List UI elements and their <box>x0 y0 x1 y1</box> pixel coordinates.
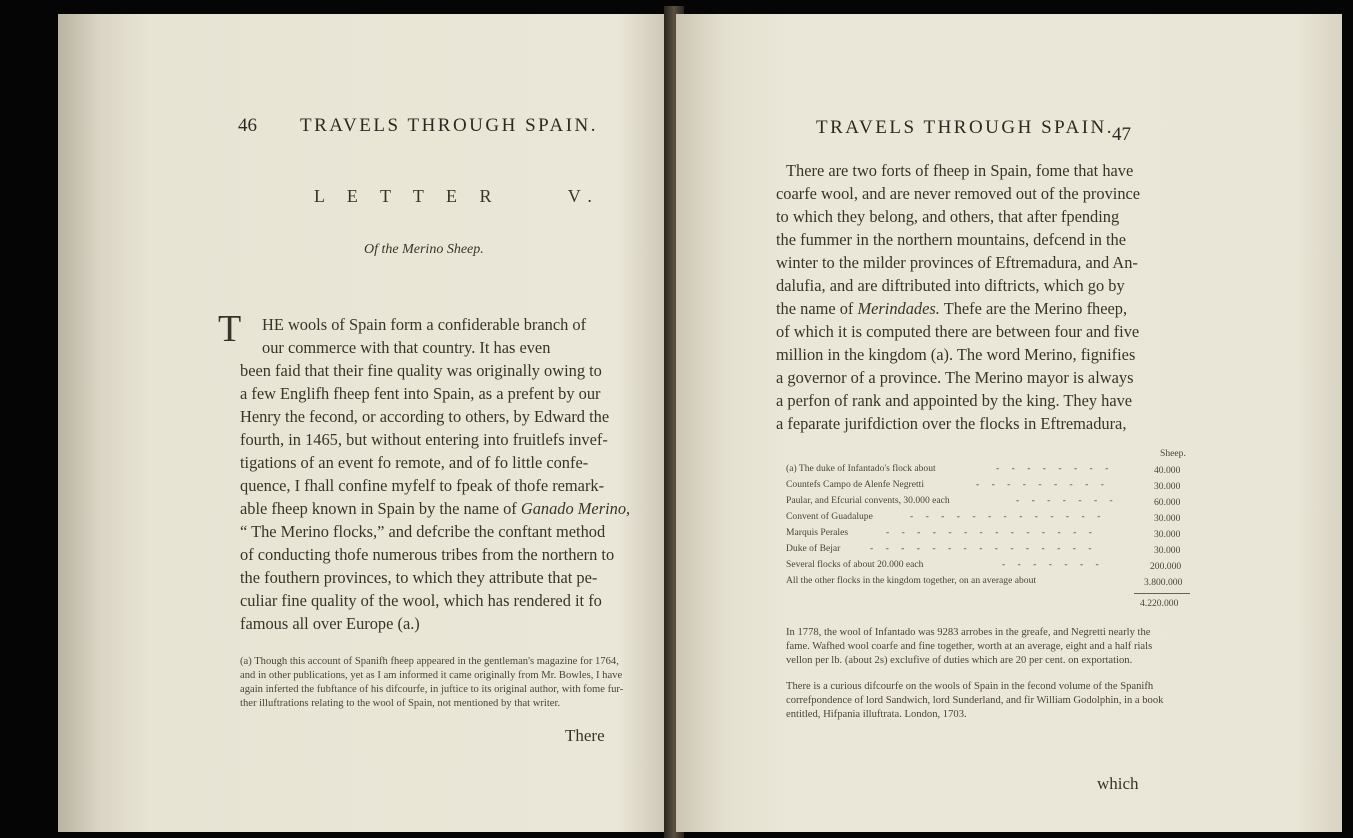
page-number: 47 <box>1112 124 1131 145</box>
note-line: entitled, Hifpania illuftrata. London, 1703. <box>786 709 967 720</box>
body-line: a governor of a province. The Merino mayor is always <box>776 368 1134 387</box>
table-row-label: (a) The duke of Infantado's flock about <box>786 463 936 474</box>
table-row-value: 3.800.000 <box>1144 577 1183 588</box>
page-number: 46 <box>238 115 257 136</box>
body-line: of which it is computed there are between four and five <box>776 322 1140 341</box>
body-line: There are two forts of fheep in Spain, fome that have <box>786 161 1134 180</box>
letter-heading: L E T T E R V. <box>314 186 601 206</box>
catchword: There <box>565 726 605 745</box>
body-line: the fouthern provinces, to which they attribute that pe- <box>240 568 598 587</box>
body-line: famous all over Europe (a.) <box>240 614 420 633</box>
body-line: been faid that their fine quality was originally owing to <box>240 361 602 380</box>
table-row-label: Several flocks of about 20.000 each <box>786 559 924 570</box>
table-row-value: 30.000 <box>1154 481 1181 492</box>
body-line: our commerce with that country. It has even <box>262 338 551 357</box>
table-row-label: Countefs Campo de Alenfe Negretti <box>786 479 925 490</box>
body-line: HE wools of Spain form a confiderable branch of <box>262 315 587 334</box>
body-line: a feparate jurifdiction over the flocks in Eftremadura, <box>776 414 1127 433</box>
body-line: a perfon of rank and appointed by the king. They have <box>776 391 1133 410</box>
body-line: of conducting thofe numerous tribes from the northern to <box>240 545 615 564</box>
table-row-label: Convent of Guadalupe <box>786 511 873 522</box>
footnote-line: and in other publications, yet as I am informed it came originally from Mr. Bowles, I have <box>240 670 623 681</box>
body-line: the name of Merindades. Thefe are the Merino fheep, <box>776 299 1128 318</box>
note-line: fame. Wafhed wool coarfe and fine together, worth at an average, eight and a half rials <box>786 641 1153 652</box>
leader-dots: - - - - - - - <box>1016 495 1118 506</box>
note-line: vellon per lb. (about 2s) exclufive of duties which are 20 per cent. on exportation. <box>786 655 1133 666</box>
chapter-subtitle: Of the Merino Sheep. <box>364 242 484 257</box>
table-row-value: 40.000 <box>1154 465 1181 476</box>
note-line: There is a curious difcourfe on the wools of Spain in the fecond volume of the Spanifh <box>786 681 1154 692</box>
body-line: million in the kingdom (a). The word Merino, fignifies <box>776 345 1136 364</box>
table-row-label: All the other flocks in the kingdom together, on an average about <box>786 575 1037 586</box>
body-line: dalufia, and are diftributed into diftricts, which go by <box>776 276 1125 295</box>
table-row-value: 30.000 <box>1154 513 1181 524</box>
table-header: Sheep. <box>1160 448 1186 459</box>
leader-dots: - - - - - - - - - <box>976 479 1109 490</box>
table-total: 4.220.000 <box>1140 598 1179 609</box>
footnote-line: ther illuftrations relating to the wool of Spain, not mentioned by that writer. <box>240 698 561 709</box>
table-row-value: 30.000 <box>1154 545 1181 556</box>
body-line: quence, I fhall confine myfelf to fpeak of thofe remark- <box>240 476 605 495</box>
leader-dots: - - - - - - - - - - - - - - <box>886 527 1097 538</box>
body-line: a few Englifh fheep fent into Spain, as a prefent by our <box>240 384 601 403</box>
running-head: TRAVELS THROUGH SPAIN. <box>816 117 1115 138</box>
leader-dots: - - - - - - - <box>1002 559 1104 570</box>
footnote-line: again inferted the fubftance of his difcourfe, in juftice to its original author, with fome fur- <box>240 684 624 695</box>
note-line: In 1778, the wool of Infantado was 9283 arrobes in the greafe, and Negretti nearly the <box>786 627 1151 638</box>
body-line: Henry the fecond, or according to others, by Edward the <box>240 407 610 426</box>
body-line: fourth, in 1465, but without entering into fruitlefs invef- <box>240 430 608 449</box>
note-line: correfpondence of lord Sandwich, lord Sunderland, and fir William Godolphin, in a book <box>786 695 1164 706</box>
table-row-value: 30.000 <box>1154 529 1181 540</box>
italic-phrase: Ganado Merino, <box>520 499 631 518</box>
table-rule <box>1134 593 1190 594</box>
running-head: TRAVELS THROUGH SPAIN. <box>300 115 599 136</box>
table-row-label: Paular, and Efcurial convents, 30.000 each <box>786 495 950 506</box>
left-page <box>58 14 672 832</box>
body-line: to which they belong, and others, that after fpending <box>776 207 1120 226</box>
drop-cap: T <box>218 308 242 350</box>
body-line: “ The Merino flocks,” and defcribe the conftant method <box>240 522 606 541</box>
table-row-value: 200.000 <box>1150 561 1182 572</box>
table-row-value: 60.000 <box>1154 497 1181 508</box>
table-row-label: Duke of Bejar <box>786 543 841 554</box>
leader-dots: - - - - - - - - - - - - - - - <box>870 543 1097 554</box>
leader-dots: - - - - - - - - <box>996 463 1114 474</box>
body-line: tigations of an event fo remote, and of fo little confe- <box>240 453 589 472</box>
footnote-line: (a) Though this account of Spanifh fheep appeared in the gentleman's magazine for 1764, <box>240 656 619 667</box>
catchword: which <box>1097 774 1139 793</box>
body-line: winter to the milder provinces of Eftremadura, and An- <box>776 253 1138 272</box>
right-page <box>676 14 1342 832</box>
body-line: the fummer in the northern mountains, defcend in the <box>776 230 1127 249</box>
body-line: able fheep known in Spain by the name of Ganado Merino, <box>240 499 631 518</box>
body-line: culiar fine quality of the wool, which has rendered it fo <box>240 591 602 610</box>
table-row-label: Marquis Perales <box>786 527 849 538</box>
italic-phrase: Merindades. <box>857 299 940 318</box>
body-line: coarfe wool, and are never removed out of the province <box>776 184 1141 203</box>
leader-dots: - - - - - - - - - - - - - <box>910 511 1106 522</box>
